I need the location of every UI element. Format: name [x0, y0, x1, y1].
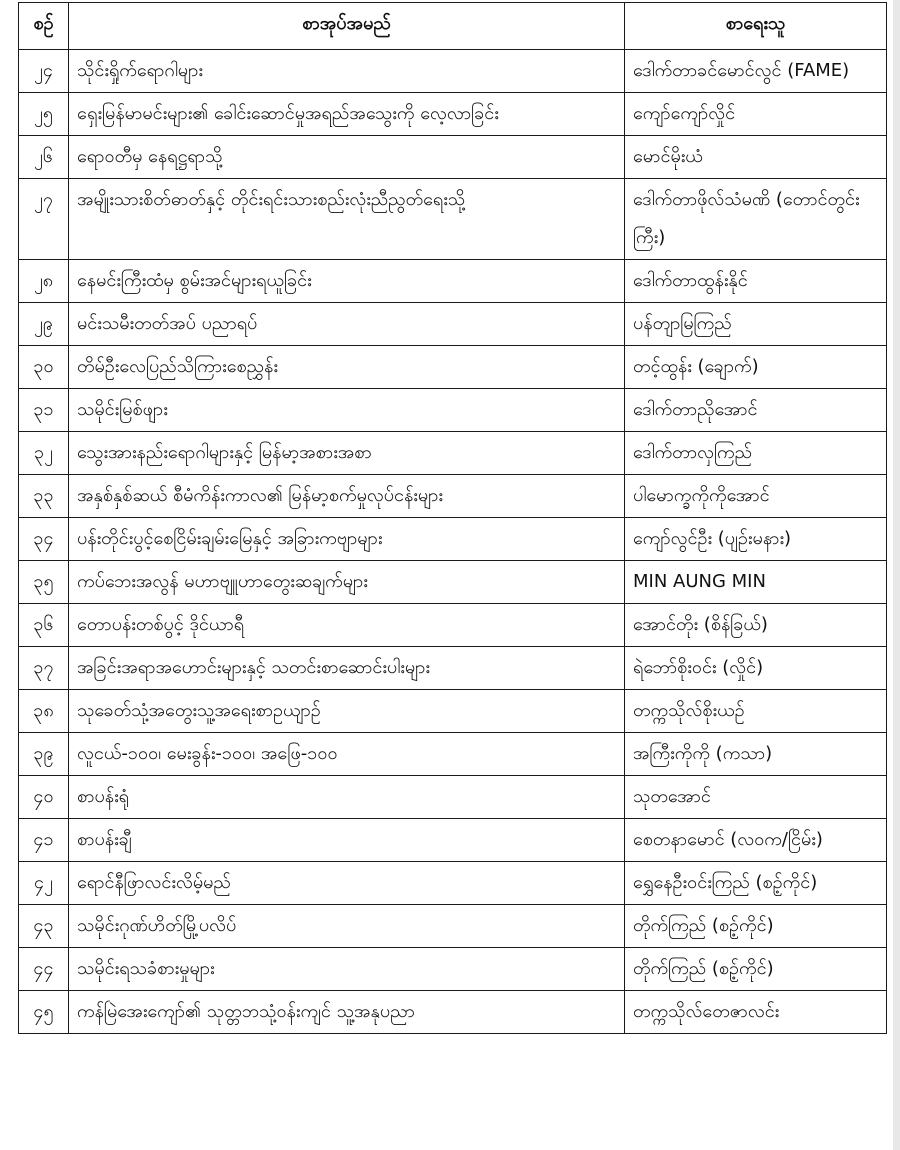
row-number: ၄၃ [19, 905, 69, 948]
book-author: သုတအောင် [625, 776, 887, 819]
table-row [19, 862, 887, 905]
book-title: ရောင်နီဖြာလင်းလိမ့်မည် [69, 862, 625, 905]
book-title: သွေးအားနည်းရောဂါများနှင့် မြန်မာ့အစားအစာ [69, 432, 625, 475]
table-row [19, 561, 887, 604]
table-body [19, 50, 887, 1034]
book-author: ဒေါက်တာထွန်းနိုင် [625, 260, 887, 303]
book-author: ပါမောက္ခကိုကိုအောင် [625, 475, 887, 518]
header-row [19, 3, 887, 50]
table-row [19, 50, 887, 93]
book-title: တိမ်ဦးလေပြည်သိကြားစေညွှန်း [69, 346, 625, 389]
row-number: ၂၇ [19, 179, 69, 260]
table-row [19, 948, 887, 991]
book-author: ရဲဘော်စိုးဝင်း (လှိုင်) [625, 647, 887, 690]
page-edge [893, 0, 900, 1150]
book-author: မောင်မိုးယံ [625, 136, 887, 179]
table-row [19, 733, 887, 776]
book-author: ရွှေနေဦးဝင်းကြည် (စဥ့်ကိုင်) [625, 862, 887, 905]
row-number: ၃၂ [19, 432, 69, 475]
book-title: အခြင်းအရာအဟောင်းများနှင့် သတင်းစာဆောင်းပါးများ [69, 647, 625, 690]
table-row [19, 93, 887, 136]
book-author: စေတနာမောင် (လဝက/ငြိမ်း) [625, 819, 887, 862]
table-row [19, 905, 887, 948]
book-author: တက္ကသိုလ်တေဇာလင်း [625, 991, 887, 1034]
book-author: တင့်ထွန်း (ချောက်) [625, 346, 887, 389]
book-author: ကျော်လွင်ဦး (ပျဉ်းမနား) [625, 518, 887, 561]
book-author: တိုက်ကြည် (စဥ့်ကိုင်) [625, 948, 887, 991]
book-author: တက္ကသိုလ်စိုးယဉ် [625, 690, 887, 733]
row-number: ၄၄ [19, 948, 69, 991]
book-author: ဒေါက်တာခင်မောင်လွင် (FAME) [625, 50, 887, 93]
book-author: အောင်တိုး (စိန်ခြယ်) [625, 604, 887, 647]
row-number: ၄၂ [19, 862, 69, 905]
table-row [19, 389, 887, 432]
row-number: ၃၅ [19, 561, 69, 604]
book-title: အမျိုးသားစိတ်ဓာတ်နှင့် တိုင်းရင်းသားစည်းလုံးညီညွတ်ရေးသို့ [69, 179, 625, 260]
row-number: ၃၀ [19, 346, 69, 389]
row-number: ၃၆ [19, 604, 69, 647]
table-row [19, 604, 887, 647]
book-author: ဒေါက်တာညိုအောင် [625, 389, 887, 432]
book-title: သမိုင်းရသခံစားမှုများ [69, 948, 625, 991]
row-number: ၄၅ [19, 991, 69, 1034]
book-author: ကျော်ကျော်လှိုင် [625, 93, 887, 136]
book-title: သုခေတ်သုံ့အတွေးသူ့အရေးစာဥယျာဉ် [69, 690, 625, 733]
book-title: အနှစ်နှစ်ဆယ် စီမံကိန်းကာလ၏ မြန်မာ့စက်မှုလုပ်ငန်းများ [69, 475, 625, 518]
book-title: ပန်းတိုင်းပွင့်စေငြိမ်းချမ်းမြေနှင့် အခြားကဗျာများ [69, 518, 625, 561]
book-title: တောပန်းတစ်ပွင့် ဒိုင်ယာရီ [69, 604, 625, 647]
table-row [19, 518, 887, 561]
row-number: ၃၁ [19, 389, 69, 432]
book-author: အကြီးကိုကို (ကသာ) [625, 733, 887, 776]
row-number: ၂၆ [19, 136, 69, 179]
row-number: ၂၅ [19, 93, 69, 136]
header-title: စာအုပ်အမည် [69, 3, 625, 50]
book-author: ဒေါက်တာဖိုလ်သံမဏိ (တောင်တွင်းကြီး) [625, 179, 887, 260]
row-number: ၃၈ [19, 690, 69, 733]
row-number: ၃၃ [19, 475, 69, 518]
table-row [19, 690, 887, 733]
table-row [19, 819, 887, 862]
row-number: ၄၀ [19, 776, 69, 819]
book-author: ဒေါက်တာလှကြည် [625, 432, 887, 475]
row-number: ၃၉ [19, 733, 69, 776]
book-title: လူငယ်-၁၀၀၊ မေးခွန်း-၁၀၀၊ အဖြေ-၁၀၀ [69, 733, 625, 776]
book-author: တိုက်ကြည် (စဥ့်ကိုင်) [625, 905, 887, 948]
book-title: နေမင်းကြီးထံမှ စွမ်းအင်များရယူခြင်း [69, 260, 625, 303]
table-row [19, 260, 887, 303]
table-row [19, 776, 887, 819]
table-row [19, 475, 887, 518]
table-row [19, 179, 887, 260]
book-title: သိုင်းရှိုက်ရောဂါများ [69, 50, 625, 93]
book-title: မင်းသမီးတတ်အပ် ပညာရပ် [69, 303, 625, 346]
book-author: MIN AUNG MIN [625, 561, 887, 604]
book-author: ပန်တျာမြကြည် [625, 303, 887, 346]
table-row [19, 647, 887, 690]
table-row [19, 346, 887, 389]
table-row [19, 432, 887, 475]
row-number: ၃၇ [19, 647, 69, 690]
book-title: စာပန်းရုံ [69, 776, 625, 819]
header-author: စာရေးသူ [625, 3, 887, 50]
table-row [19, 136, 887, 179]
book-title: ကန်မြဲအေးကျော်၏ သုတ္တဘသုံ့ဝန်းကျင် သူ့အနုပညာ [69, 991, 625, 1034]
row-number: ၂၄ [19, 50, 69, 93]
row-number: ၂၈ [19, 260, 69, 303]
table-row [19, 991, 887, 1034]
book-title: ကပ်ဘေးအလွန် မဟာဗျူဟာတွေးဆချက်များ [69, 561, 625, 604]
book-title: သမိုင်းဂုဏ်ဟိတ်မြို့ပလိပ် [69, 905, 625, 948]
book-title: သမိုင်းမြစ်ဖျား [69, 389, 625, 432]
row-number: ၃၄ [19, 518, 69, 561]
row-number: ၂၉ [19, 303, 69, 346]
book-list-table [18, 2, 887, 1034]
book-title: စာပန်းချီ [69, 819, 625, 862]
table-row [19, 303, 887, 346]
row-number: ၄၁ [19, 819, 69, 862]
book-title: ရှေးမြန်မာမင်းများ၏ ခေါင်းဆောင်မှုအရည်အသွေးကို လေ့လာခြင်း [69, 93, 625, 136]
book-title: ရောဝတီမှ နေရဋ္ဌရာသို့ [69, 136, 625, 179]
header-number: စဉ် [19, 3, 69, 50]
